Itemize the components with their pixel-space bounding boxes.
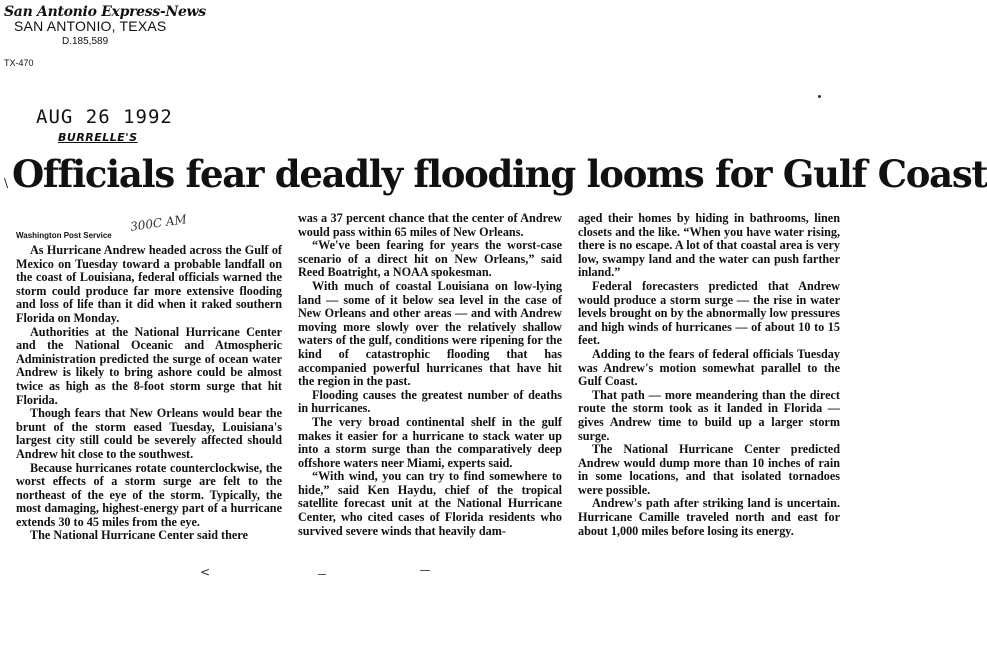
paragraph: “With wind, you can try to find somewhere to hide,” said Ken Haydu, chief of the tropical satellite forecast unit at the National Hurricane Center, who cited cases of Florida residents who survived severe winds that heavily dam- xyxy=(298,469,562,538)
clipping-service-stamp: BURRELLE'S xyxy=(58,131,138,144)
article-byline: Washington Post Service xyxy=(16,231,112,240)
paragraph: Federal forecasters predicted that Andrew would produce a storm surge — the rise in water levels brought on by the abnormally low pressures and high winds of hurricanes — of about 10 to 15 feet. xyxy=(578,278,840,348)
paragraph: That path — more meandering than the direct route the storm took as it landed in Florida — gives Andrew time to build up a larger storm surge. xyxy=(578,387,840,443)
paragraph: was a 37 percent chance that the center of Andrew would pass within 65 miles of New Orleans. xyxy=(298,211,562,239)
article-column-2 xyxy=(298,212,562,538)
handwritten-note: 300C AM xyxy=(129,212,188,234)
paragraph: Though fears that New Orleans would bear the brunt of the storm eased Tuesday, Louisiana's largest city still could be severely affected should Andrew hit close to the southwest. xyxy=(16,406,282,461)
article-column-3 xyxy=(578,212,840,538)
paragraph: Flooding causes the greatest number of deaths in hurricanes. xyxy=(298,387,562,416)
paragraph: The National Hurricane Center predicted Andrew would dump more than 10 inches of rain in some locations, and that isolated tornadoes were possible. xyxy=(578,442,840,497)
newspaper-masthead: San Antonio Express-News xyxy=(4,4,206,20)
newspaper-location: SAN ANTONIO, TEXAS xyxy=(14,18,167,34)
paragraph: “We've been fearing for years the worst-case scenario of a direct hit on New Orleans,” said Reed Boatright, a NOAA spokesman. xyxy=(298,238,562,280)
paragraph: As Hurricane Andrew headed across the Gulf of Mexico on Tuesday toward a probable landfall on the coast of Louisiana, federal officials warned the storm could produce far more extensive flooding and loss of life than it did when it raked southern Florida on Monday. xyxy=(16,243,282,325)
stray-mark xyxy=(318,574,326,575)
speck-mark xyxy=(818,95,821,98)
circulation-figure: D.185,589 xyxy=(62,36,109,47)
paragraph: Andrew's path after striking land is uncertain. Hurricane Camille traveled north and east for about 1,000 miles before losing its energy. xyxy=(578,496,840,538)
article-headline: Officials fear deadly flooding looms for Gulf Coast xyxy=(12,152,987,196)
paragraph: aged their homes by hiding in bathrooms, linen closets and the like. “When you have water rising, there is no escape. A lot of that coastal area is very low, swampy land and the water can push farther inland.” xyxy=(578,211,840,280)
clipping-code: TX-470 xyxy=(4,58,34,68)
paragraph: With much of coastal Louisiana on low-lying land — some of it below sea level in the case of New Orleans and other areas — and with Andrew moving more slowly over the relatively shallow waters of the gulf, conditions were ripening for the kind of catastrophic flooding that has accompanied powerful hurricanes that have hit the region in the past. xyxy=(298,278,562,389)
paragraph: Authorities at the National Hurricane Center and the National Oceanic and Atmospheric Administration predicted the surge of ocean water Andrew is likely to bring ashore could be almost twice as high as the 8-foot storm surge that hit Florida. xyxy=(16,324,282,407)
pen-mark: < xyxy=(200,565,211,579)
paragraph: Because hurricanes rotate counterclockwise, the worst effects of a storm surge are felt to the northeast of the eye of the storm. Typically, the most damaging, highest-energy part of a hurricane extends 30 to 45 miles from the eye. xyxy=(16,460,282,529)
clipping-date-stamp: AUG 26 1992 xyxy=(36,106,173,128)
margin-tick-mark: \ xyxy=(4,176,9,190)
paragraph: The National Hurricane Center said there xyxy=(30,528,248,543)
stray-mark xyxy=(420,570,430,571)
paragraph: The very broad continental shelf in the gulf makes it easier for a hurricane to stack water up into a storm surge than the comparatively deep offshore waters neer Miami, experts said. xyxy=(298,414,562,470)
paragraph: Adding to the fears of federal officials Tuesday was Andrew's motion somewhat parallel to the Gulf Coast. xyxy=(578,346,840,389)
article-column-1 xyxy=(16,244,282,543)
